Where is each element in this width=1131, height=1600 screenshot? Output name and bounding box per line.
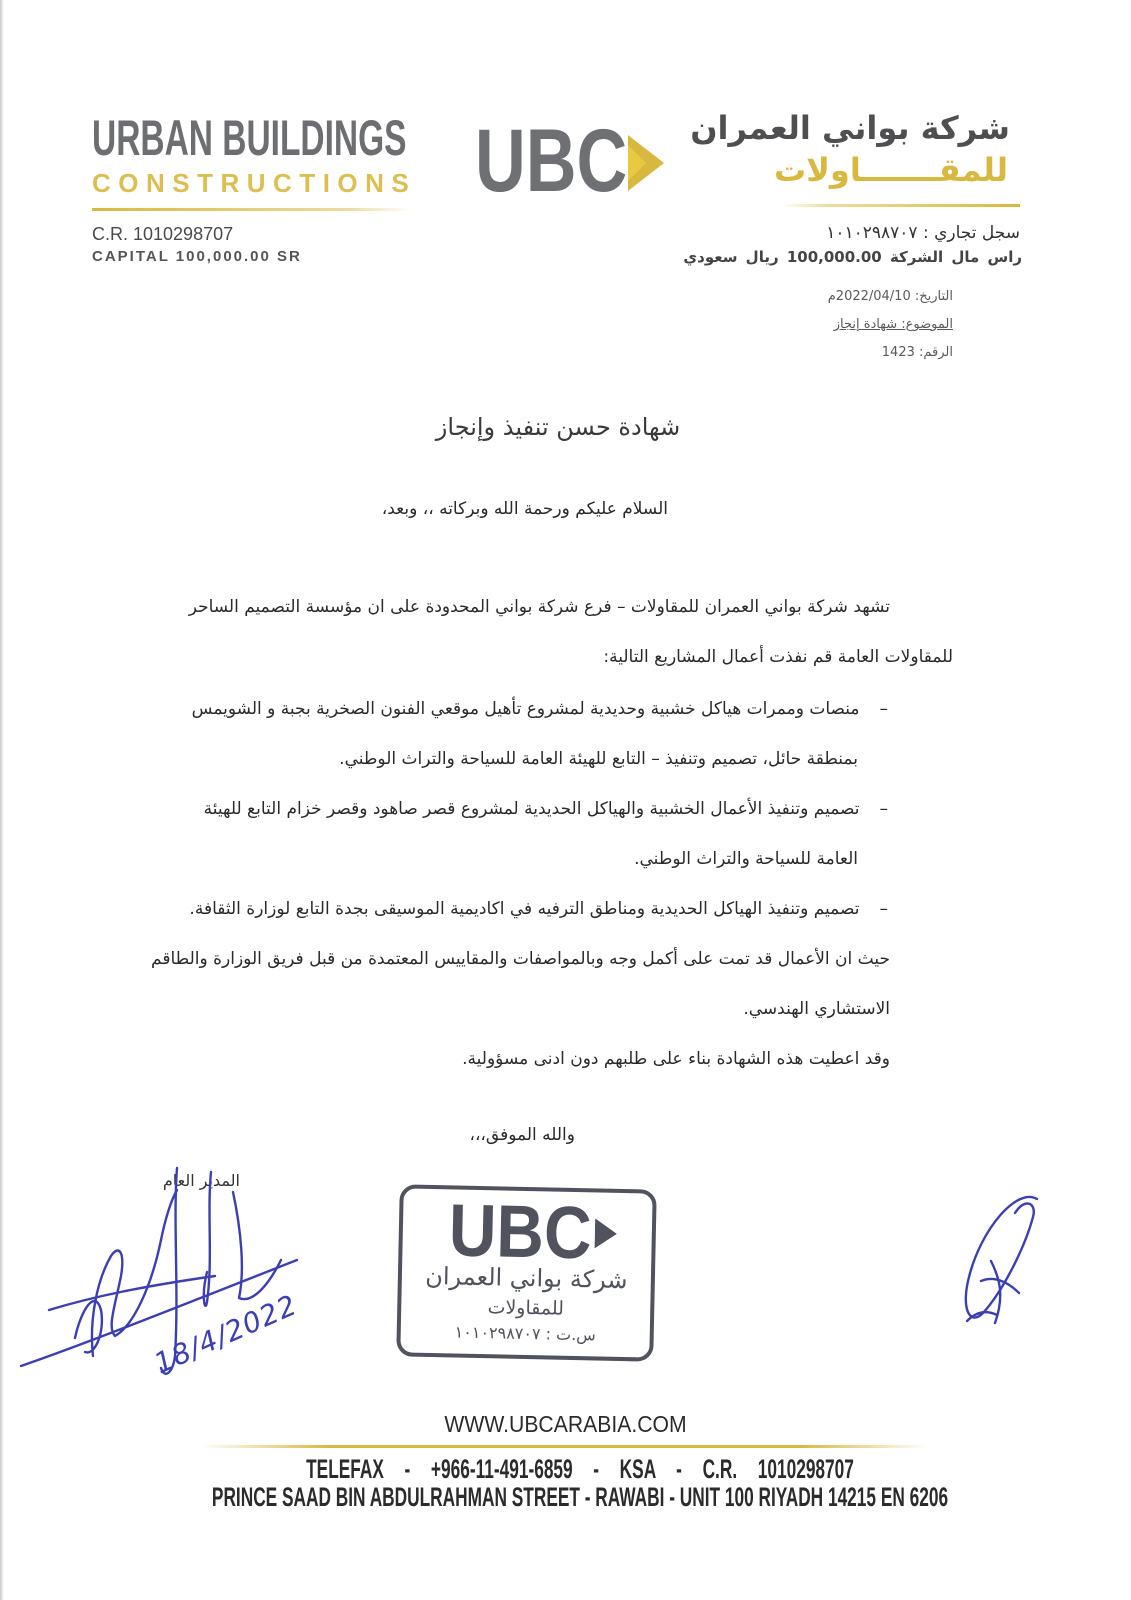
project-item <box>189 896 888 922</box>
stamp-activity: للمقاولات <box>487 1296 565 1320</box>
play-arrow-icon <box>628 135 664 191</box>
sign-off: والله الموفق،،، <box>469 1125 575 1145</box>
second-signature <box>945 1185 1045 1335</box>
letter-number: الرقم: 1423 <box>881 345 953 360</box>
footer-website: WWW.UBCARABIA.COM <box>444 1411 687 1437</box>
handwritten-date: 18/4/2022 <box>149 1288 302 1381</box>
stamp-registration: س.ت : ١٠١٠٢٩٨٧٠٧ <box>454 1322 597 1345</box>
certificate-title: شهادة حسن تنفيذ وإنجاز <box>435 413 681 441</box>
footer-contact: TELEFAX - +966-11-491-6859 - KSA - C.R. 1010298707 <box>306 1454 854 1485</box>
arabic-company-capital: راس مال الشركة 100,000.00 ريال سعودي <box>683 248 1022 266</box>
english-company-subtitle: CONSTRUCTIONS <box>92 168 417 198</box>
letter-date: التاريخ: 2022/04/10م <box>827 289 953 304</box>
arabic-company-subtitle: للمقـــــــاولات <box>773 151 1008 189</box>
header-divider-right <box>780 204 1020 207</box>
stamp-arrow-icon <box>595 1218 618 1248</box>
project-line: منصات وممرات هياكل خشبية وحديدية لمشروع تأهيل موقعي الفنون الصخرية بجبة و الشويمس <box>191 699 860 719</box>
stamp-logo-text: UBC <box>448 1188 593 1275</box>
greeting: السلام عليكم ورحمة الله وبركاته ،، وبعد، <box>381 499 668 519</box>
bullet-marker: – <box>879 899 888 919</box>
english-company-capital: CAPITAL 100,000.00 SR <box>92 248 302 265</box>
company-stamp <box>396 1184 657 1361</box>
project-line: بمنطقة حائل، تصميم وتنفيذ – التابع للهيئة العامة للسياحة والتراث الوطني. <box>339 749 858 769</box>
arabic-commercial-registration: سجل تجاري : ١٠١٠٢٩٨٧٠٧ <box>826 223 1020 243</box>
project-item <box>204 796 888 822</box>
stamp-company-name: شركة بواني العمران <box>424 1261 628 1295</box>
closing-line: الاستشاري الهندسي. <box>743 999 890 1019</box>
project-line: العامة للسياحة والتراث الوطني. <box>634 849 858 869</box>
arabic-company-name: شركة بواني العمران <box>690 109 1010 147</box>
project-item <box>192 696 888 722</box>
intro-line: تشهد شركة بواني العمران للمقاولات – فرع شركة بواني المحدودة على ان مؤسسة التصميم الساحر <box>188 597 890 617</box>
english-company-name: URBAN BUILDINGS <box>92 110 407 166</box>
footer-address: PRINCE SAAD BIN ABDULRAHMAN STREET - RAWABI - UNIT 100 RIYADH 14215 EN 6206 <box>211 1482 949 1513</box>
english-commercial-registration: C.R. 1010298707 <box>92 224 234 244</box>
intro-line: للمقاولات العامة قم نفذت أعمال المشاريع التالية: <box>603 647 953 667</box>
closing-line: وقد اعطيت هذه الشهادة بناء على طلبهم دون ادنى مسؤولية. <box>462 1049 890 1069</box>
company-logo-text: UBC <box>475 110 628 210</box>
closing-line: حيث ان الأعمال قد تمت على أكمل وجه وبالمواصفات والمقاييس المعتمدة من قبل فريق الوزارة والطاقم <box>151 949 890 969</box>
project-line: تصميم وتنفيذ الهياكل الحديدية ومناطق الترفيه في اكاديمية الموسيقى بجدة التابع لوزارة الثقافة. <box>189 899 860 919</box>
bullet-marker: – <box>879 799 888 819</box>
letter-subject: الموضوع: شهادة إنجاز <box>833 317 953 332</box>
bullet-marker: – <box>879 699 888 719</box>
project-line: تصميم وتنفيذ الأعمال الخشبية والهياكل الحديدية لمشروع قصر صاهود وقصر خزام التابع للهيئة <box>203 799 860 819</box>
manager-signature <box>15 1160 315 1420</box>
footer-divider <box>200 1445 930 1448</box>
header-divider-left <box>92 208 412 211</box>
manager-title: المدير العام <box>162 1171 240 1190</box>
